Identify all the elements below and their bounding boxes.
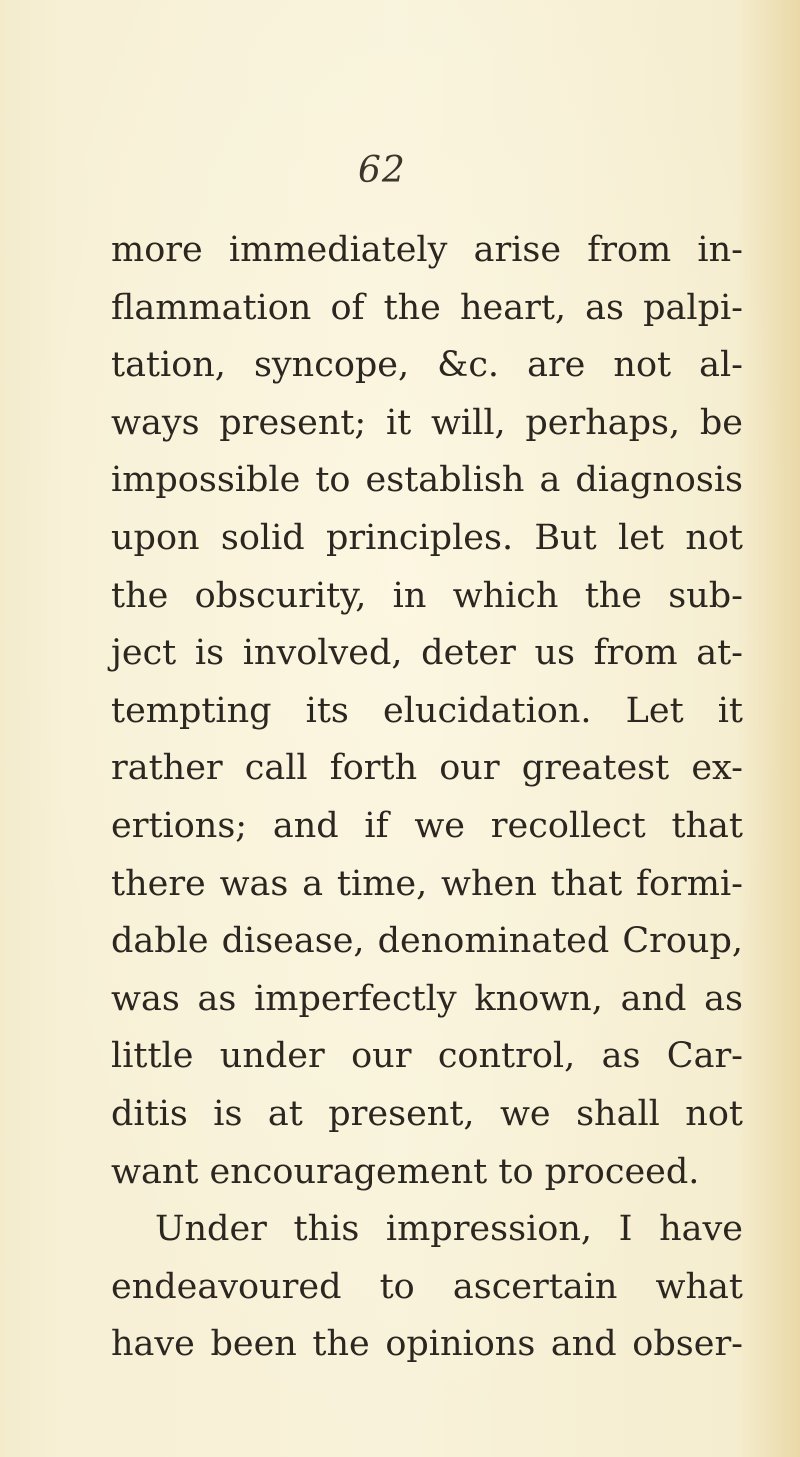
text-line: there was a time, when that formi- [111,863,743,904]
text-line: have been the opinions and obser- [111,1324,743,1365]
text-line: was as imperfectly known, and as [111,978,743,1019]
text-line: flammation of the heart, as palpi- [111,287,743,328]
text-line: upon solid principles. But let not [111,517,743,558]
text-line: more immediately arise from in- [111,230,743,270]
paragraph-first-line: Under this impression, I have [155,1209,743,1250]
text-line: ways present; it will, perhaps, be [111,402,743,443]
text-line: tempting its elucidation. Let it [111,690,743,731]
text-line: tation, syncope, &c. are not al- [111,345,743,386]
text-line: want encouragement to proceed. [111,1151,700,1192]
text-line: the obscurity, in which the sub- [111,575,743,616]
text-line: endeavoured to ascertain what [111,1266,743,1307]
body-text [111,222,743,1374]
page-number: 62 [358,150,406,191]
text-line: ertions; and if we recollect that [111,805,743,846]
text-line: ditis is at present, we shall not [111,1093,743,1134]
text-line: little under our control, as Car- [111,1036,743,1077]
text-line: rather call forth our greatest ex- [111,748,743,789]
text-line: impossible to establish a diagnosis [111,460,743,501]
text-line: ject is involved, deter us from at- [111,633,743,674]
text-line: dable disease, denominated Croup, [111,921,743,962]
